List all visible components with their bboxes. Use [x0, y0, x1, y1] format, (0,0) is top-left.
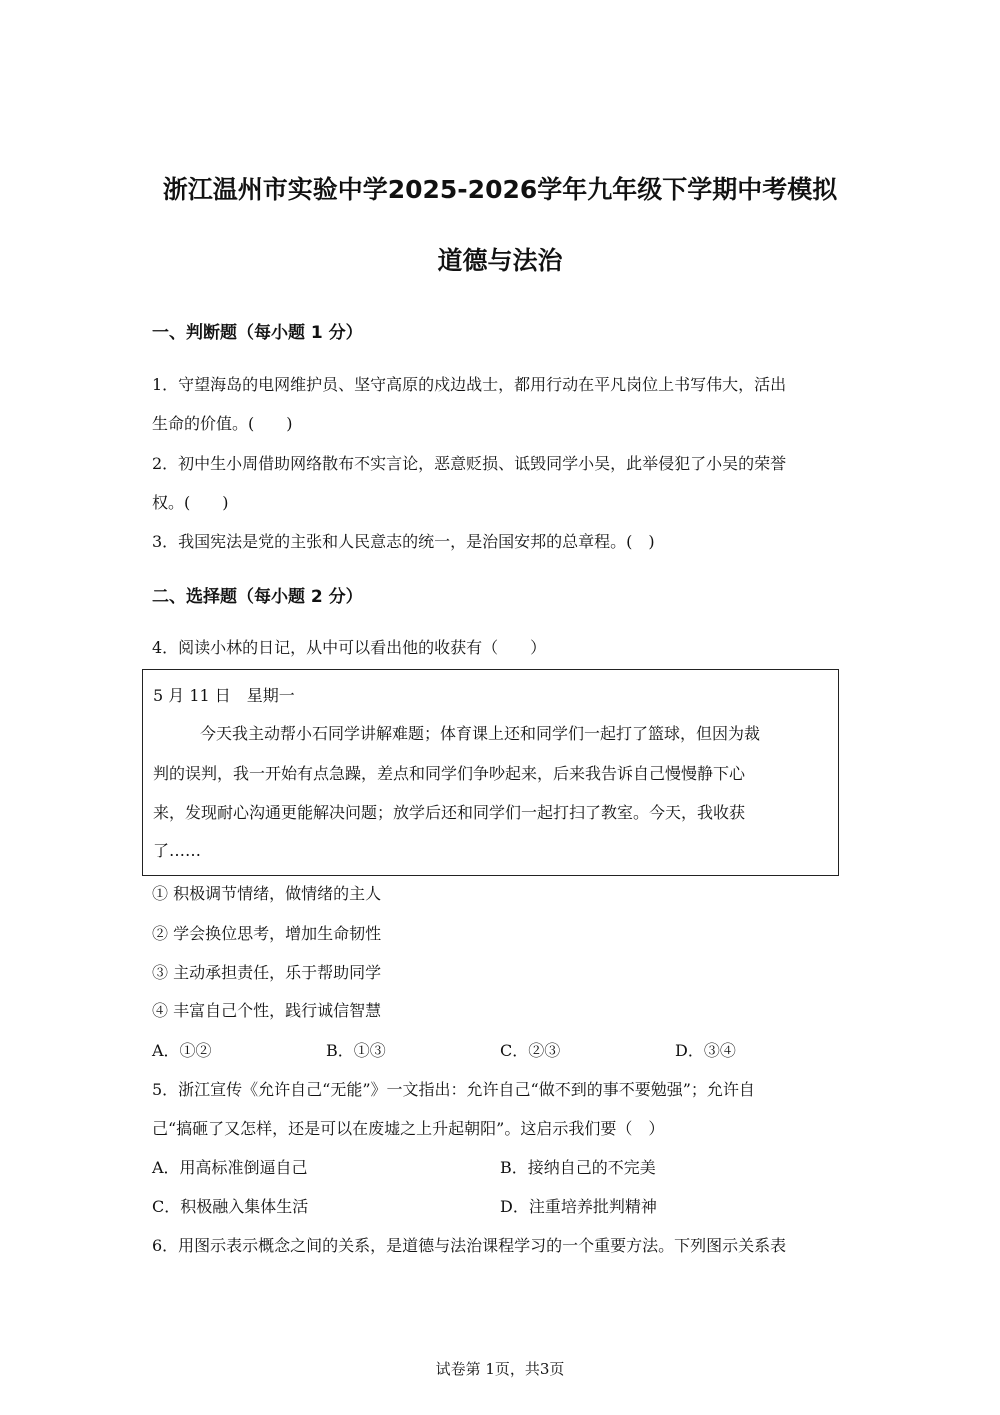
question-2-line-1: 2．初中生小周借助网络散布不实言论，恶意贬损、诋毁同学小吴，此举侵犯了小吴的荣誉 [152, 454, 787, 473]
question-1-line-1: 1．守望海岛的电网维护员、坚守高原的戍边战士，都用行动在平凡岗位上书写伟大，活出 [152, 375, 787, 394]
question-5-line-1: 5．浙江宣传《允许自己“无能”》一文指出：允许自己“做不到的事不要勉强”；允许自 [152, 1080, 755, 1099]
question-4-stem: 4．阅读小林的日记，从中可以看出他的收获有（ ） [152, 638, 547, 657]
question-6-line-1: 6．用图示表示概念之间的关系，是道德与法治课程学习的一个重要方法。下列图示关系表 [152, 1236, 787, 1255]
q5-option-c: C．积极融入集体生活 [152, 1197, 309, 1216]
diary-line-2: 判的误判，我一开始有点急躁，差点和同学们争吵起来，后来我告诉自己慢慢静下心 [153, 764, 746, 783]
q4-option-b: B．①③ [326, 1041, 386, 1060]
q4-item-2: ② 学会换位思考，增加生命韧性 [152, 924, 382, 943]
exam-title: 浙江温州市实验中学2025-2026学年九年级下学期中考模拟 [162, 175, 838, 204]
question-2-line-2: 权。( ) [152, 493, 229, 512]
q4-option-c: C．②③ [500, 1041, 561, 1060]
q4-item-4: ④ 丰富自己个性，践行诚信智慧 [152, 1001, 382, 1020]
diary-date: 5 月 11 日 星期一 [153, 686, 295, 705]
q4-option-a: A．①② [152, 1041, 212, 1060]
section-heading-true-false: 一、判断题（每小题 1 分） [152, 323, 363, 343]
question-3: 3．我国宪法是党的主张和人民意志的统一，是治国安邦的总章程。( ) [152, 532, 655, 551]
diary-box [142, 669, 839, 876]
diary-line-4: 了…… [153, 841, 202, 860]
question-1-line-2: 生命的价值。( ) [152, 414, 293, 433]
q4-item-3: ③ 主动承担责任，乐于帮助同学 [152, 963, 382, 982]
diary-line-1: 今天我主动帮小石同学讲解难题；体育课上还和同学们一起打了篮球，但因为裁 [200, 724, 761, 743]
q5-option-a: A．用高标准倒逼自己 [152, 1158, 308, 1177]
section-heading-multiple-choice: 二、选择题（每小题 2 分） [152, 587, 363, 607]
q4-item-1: ① 积极调节情绪，做情绪的主人 [152, 884, 382, 903]
question-5-line-2: 己“搞砸了又怎样，还是可以在废墟之上升起朝阳”。这启示我们要（ ） [152, 1119, 665, 1138]
page-footer: 试卷第 1页，共3页 [435, 1360, 565, 1378]
q5-option-d: D．注重培养批判精神 [500, 1197, 657, 1216]
diary-line-3: 来，发现耐心沟通更能解决问题；放学后还和同学们一起打扫了教室。今天，我收获 [153, 803, 746, 822]
subject-title: 道德与法治 [437, 246, 563, 275]
q4-option-d: D．③④ [675, 1041, 736, 1060]
q5-option-b: B．接纳自己的不完美 [500, 1158, 656, 1177]
